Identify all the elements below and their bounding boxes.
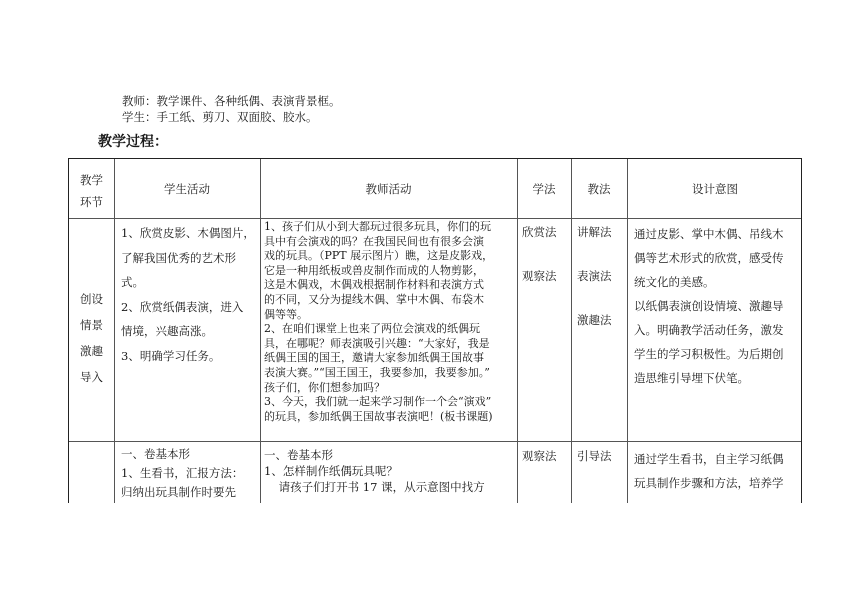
row-divider: [69, 441, 801, 442]
teaching-method-shape: 引导法: [577, 449, 612, 463]
header-student-activity: 学生活动: [164, 182, 210, 196]
header-design-intent: 设计意图: [692, 182, 738, 196]
student-activity-intro: 1、欣赏皮影、木偶图片， 了解我国优秀的艺术形 式。 2、欣赏纸偶表演，进入 情境，兴趣高涨。 3、明确学习任务。: [121, 226, 255, 363]
lesson-table: [68, 158, 802, 503]
teacher-materials-line: 教师：教学课件、各种纸偶、表演背景框。: [122, 94, 341, 108]
teaching-methods-intro: 讲解法 表演法 激趣法: [577, 225, 612, 327]
design-intent-shape: 通过学生看书，自主学习纸偶 玩具制作步骤和方法，培养学: [634, 452, 784, 490]
learning-methods-intro: 欣赏法 观察法: [522, 225, 557, 283]
row-divider: [69, 218, 801, 219]
design-intent-intro: 通过皮影、掌中木偶、吊线木 偶等艺术形式的欣赏，感受传 统文化的美感。 以纸偶表演创设情境、激趣导 入。明确教学活动任务，激发 学生的学习积极性。为后期创 造思维引导埋下伏笔。: [634, 227, 784, 385]
col-divider: [114, 159, 115, 503]
learning-method-shape: 观察法: [522, 449, 557, 463]
header-teaching-method: 教法: [587, 182, 611, 196]
col-divider: [517, 159, 518, 503]
student-activity-shape: 一、卷基本形 1、生看书，汇报方法： 归纳出玩具制作时要先: [121, 447, 244, 499]
teacher-activity-shape: 一、卷基本形 1、怎样制作纸偶玩具呢？ 请孩子们打开书 17 课，从示意图中找方: [264, 448, 485, 494]
header-learning-method: 学法: [532, 182, 556, 196]
teacher-activity-intro: 1、孩子们从小到大都玩过很多玩具，你们的玩 具中有会演戏的吗？在我国民间也有很多会演 戏的玩具。（PPT 展示图片）瞧，这是皮影戏， 它是一种用纸板或兽皮制作而成的人物剪影， 这是木偶戏，木偶戏根据制作材料和表演方式 的不同，又分为提线木偶、掌中木偶、布袋木 偶等等。 2、在咱们课堂上也来了两位会演戏的纸偶玩 具，在哪呢？师表演吸引兴趣：“大家好，我是 纸偶王国的国王，邀请大家参加纸偶王国故事 表演大赛。”“国王国王，我要参加，我要参加。” 孩子们，你们想参加吗？ 3、今天，我们就一起来学习制作一个会“演戏” 的玩具，参加纸偶王国故事表演吧！(板书课题): [264, 220, 494, 423]
col-divider: [571, 159, 572, 503]
header-teacher-activity: 教师活动: [365, 182, 412, 196]
stage-intro: 创设 情景 激趣 导入: [80, 292, 103, 384]
section-title: 教学过程：: [98, 134, 168, 150]
student-materials-line: 学生：手工纸、剪刀、双面胶、胶水。: [122, 110, 318, 124]
col-divider: [627, 159, 628, 503]
header-stage: 教学 环节: [80, 173, 103, 209]
col-divider: [260, 159, 261, 503]
